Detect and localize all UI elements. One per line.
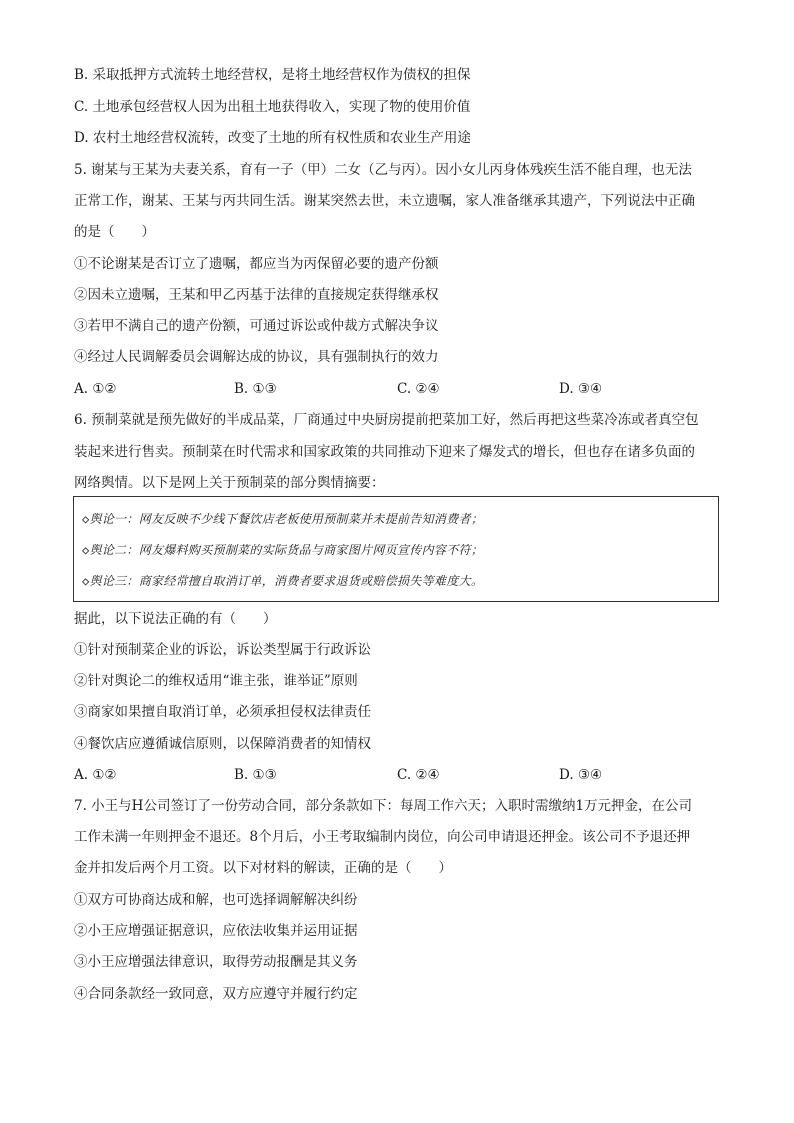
q5-statement: ④经过人民调解委员会调解达成的协议，具有强制执行的效力 <box>74 349 439 365</box>
q7-stem-line: 金并扣发后两个月工资。以下对材料的解读，正确的是（ ） <box>74 860 452 876</box>
q6-statement: ④餐饮店应遵循诚信原则，以保障消费者的知情权 <box>74 736 371 752</box>
q7-stem-line: 工作未满一年则押金不退还。8个月后，小王考取编制内岗位，向公司申请退还押金。该公司不予退还押 <box>74 829 691 845</box>
q7-statement: ①双方可协商达成和解，也可选择调解解决纠纷 <box>74 892 358 908</box>
q6-choice-a: A. ①② <box>74 767 117 783</box>
q6-statement: ②针对舆论二的维权适用“谁主张，谁举证”原则 <box>74 673 358 689</box>
q6-stem-line: 6. 预制菜就是预先做好的半成品菜，厂商通过中央厨房提前把菜加工好，然后再把这些菜冷冻或者真空包 <box>74 412 699 428</box>
q6-question: 据此，以下说法正确的有（ ） <box>74 611 277 627</box>
q6-statement: ③商家如果擅自取消订单，必须承担侵权法律责任 <box>74 704 371 720</box>
q6-choice-b: B. ①③ <box>234 767 277 783</box>
q5-stem-line: 正常工作，谢某、王某与丙共同生活。谢某突然去世，未立遗嘱，家人准备继承其遗产，下列说法中正确 <box>74 193 695 209</box>
q7-statement: ③小王应增强法律意识，取得劳动报酬是其义务 <box>74 954 358 970</box>
q5-choice-d: D. ③④ <box>559 381 603 397</box>
q7-stem-line: 7. 小王与H公司签订了一份劳动合同，部分条款如下：每周工作六天；入职时需缴纳1万元押金，在公司 <box>74 798 693 814</box>
q5-statement: ②因未立遗嘱，王某和甲乙丙基于法律的直接规定获得继承权 <box>74 287 439 303</box>
q5-choice-a: A. ①② <box>74 381 117 397</box>
q6-opinion-box <box>73 496 719 602</box>
q6-opinion-2: ◇舆论二：网友爆料购买预制菜的实际货品与商家图片网页宣传内容不符； <box>82 543 484 557</box>
q6-choice-d: D. ③④ <box>559 767 603 783</box>
q4-option-b: B. 采取抵押方式流转土地经营权，是将土地经营权作为债权的担保 <box>74 67 471 83</box>
q4-option-c: C. 土地承包经营权人因为出租土地获得收入，实现了物的使用价值 <box>74 99 471 115</box>
q5-stem-line: 5. 谢某与王某为夫妻关系，育有一子（甲）二女（乙与丙）。因小女儿丙身体残疾生活不能自理，也无法 <box>74 162 692 178</box>
q6-opinion-1: ◇舆论一：网友反映不少线下餐饮店老板使用预制菜并未提前告知消费者； <box>82 512 484 526</box>
q7-statement: ②小王应增强证据意识，应依法收集并运用证据 <box>74 923 358 939</box>
q5-statement: ③若甲不满自己的遗产份额，可通过诉讼或仲裁方式解决争议 <box>74 318 439 334</box>
q6-statement: ①针对预制菜企业的诉讼，诉讼类型属于行政诉讼 <box>74 642 371 658</box>
q6-stem-line: 网络舆情。以下是网上关于预制菜的部分舆情摘要： <box>74 475 385 491</box>
q4-option-d: D. 农村土地经营权流转，改变了土地的所有权性质和农业生产用途 <box>74 130 471 146</box>
q7-statement: ④合同条款经一致同意，双方应遵守并履行约定 <box>74 986 358 1002</box>
q6-choice-c: C. ②④ <box>397 767 440 783</box>
q5-choice-c: C. ②④ <box>397 381 440 397</box>
q5-choice-b: B. ①③ <box>234 381 277 397</box>
q5-stem-line: 的是（ ） <box>74 224 155 240</box>
q6-opinion-3: ◇舆论三：商家经常擅自取消订单，消费者要求退货或赔偿损失等难度大。 <box>82 574 484 588</box>
q5-statement: ①不论谢某是否订立了遗嘱，都应当为丙保留必要的遗产份额 <box>74 256 439 272</box>
q6-stem-line: 装起来进行售卖。预制菜在时代需求和国家政策的共同推动下迎来了爆发式的增长，但也存在诸多负面的 <box>74 444 695 460</box>
